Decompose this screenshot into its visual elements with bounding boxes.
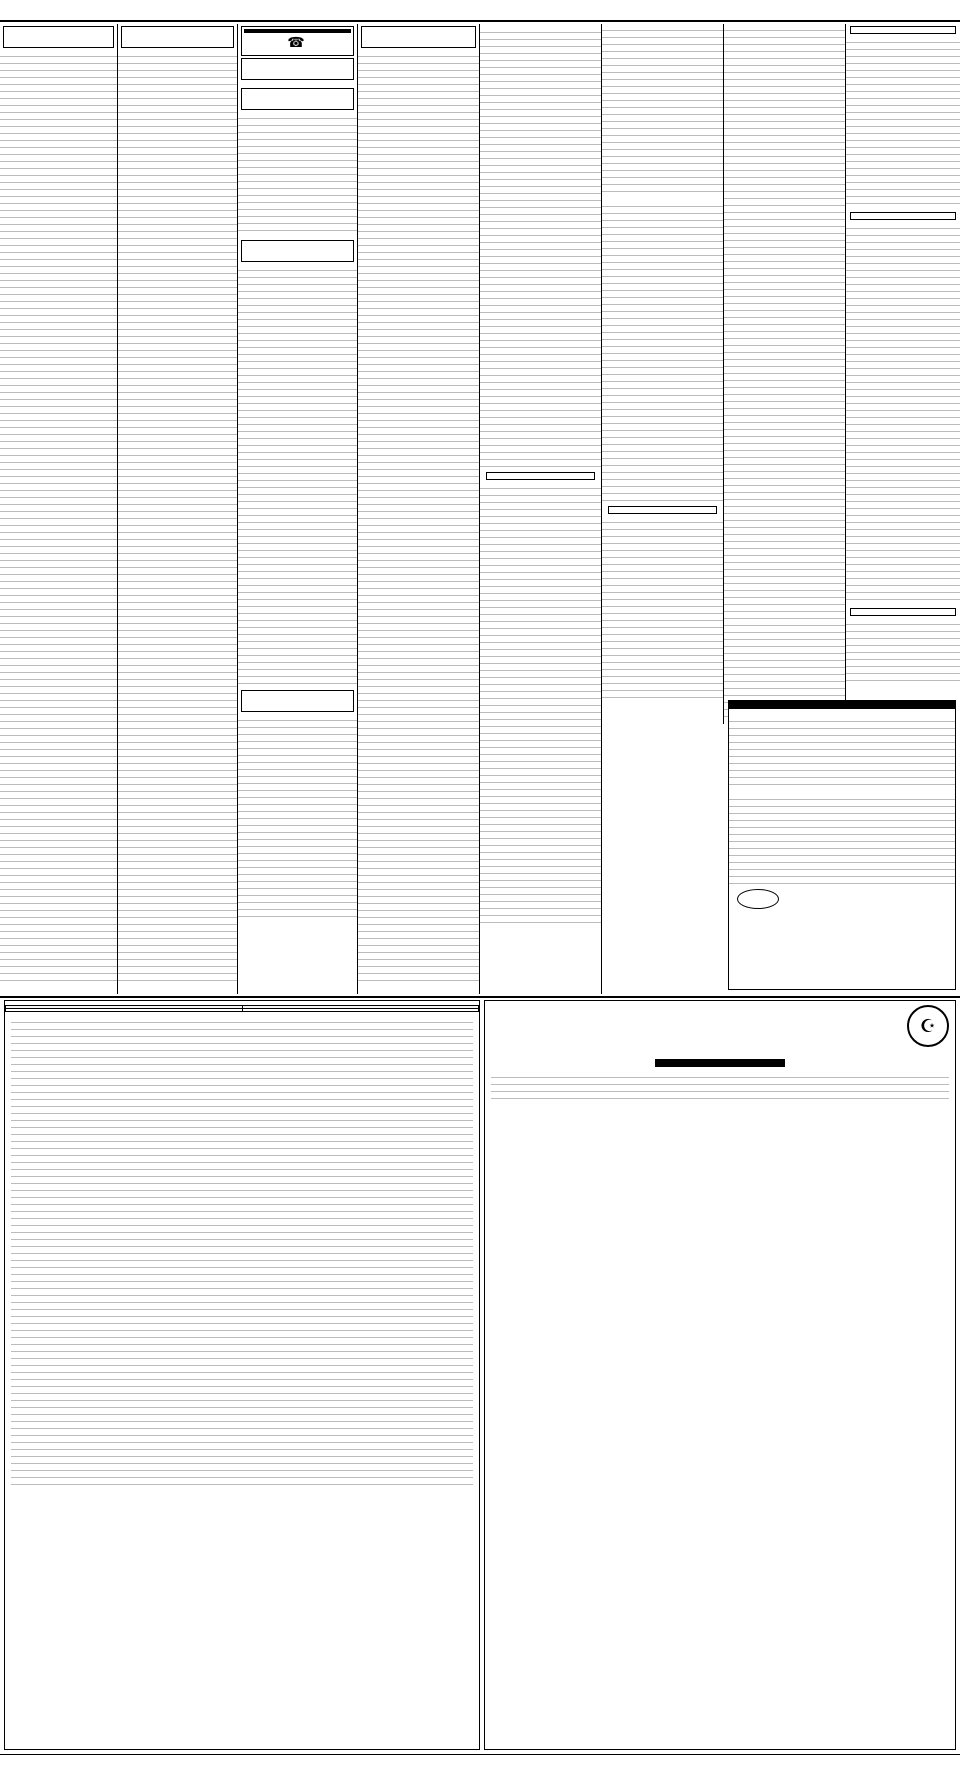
notice-text-block (0, 50, 117, 984)
news-text-block (846, 618, 960, 682)
notice-text-block (238, 264, 357, 688)
mandatory-label (5, 1012, 479, 1014)
continued-box-4 (608, 506, 717, 514)
sindh-emblem-icon: ☪ (907, 1005, 949, 1047)
notice-text-block (118, 50, 237, 984)
phone-icon: ☎ (287, 35, 305, 51)
footer-bar (0, 1754, 960, 1776)
masthead-bar (0, 0, 960, 22)
court-seal (737, 889, 779, 909)
court-title (729, 701, 955, 709)
news-text-block (602, 516, 723, 700)
continued-box-2 (850, 212, 956, 220)
phone-number (238, 84, 357, 86)
notice-text-block (358, 50, 479, 984)
tender-intro-text (491, 1071, 949, 1099)
column-2 (118, 24, 238, 994)
news-text-block (602, 200, 723, 504)
column-7 (724, 24, 846, 724)
news-text-block (480, 482, 601, 926)
court-notice-box (728, 700, 956, 990)
news-text-block (480, 26, 601, 470)
column-header (241, 240, 354, 262)
column-header (241, 88, 354, 110)
classified-ads-box (241, 26, 354, 56)
news-text-block (724, 24, 845, 718)
column-3 (238, 24, 358, 994)
tender-terms-text (11, 1016, 473, 1490)
news-text-block (846, 222, 960, 606)
column-header (241, 58, 354, 80)
news-text-block (846, 36, 960, 210)
court-text-block (729, 715, 955, 789)
column-header (241, 690, 354, 712)
continued-box-1 (850, 26, 956, 34)
tender-continuation (4, 1000, 480, 1750)
column-header (361, 26, 476, 48)
column-6 (602, 24, 724, 724)
continued-box-3 (850, 608, 956, 616)
column-header (121, 26, 234, 48)
section-divider (0, 996, 960, 998)
column-1 (0, 24, 118, 994)
tender-notice (484, 1000, 956, 1750)
cnic-number (238, 236, 357, 238)
notice-text-block (238, 112, 357, 236)
column-4 (358, 24, 480, 994)
column-8 (846, 24, 960, 724)
schedule-table (5, 1005, 479, 1012)
continued-box-5 (486, 472, 595, 480)
tender-notice-title (655, 1059, 785, 1067)
news-text-block (602, 24, 723, 198)
court-text-block (729, 793, 955, 887)
column-header (3, 26, 114, 48)
column-5 (480, 24, 602, 994)
notice-text-block (238, 714, 357, 918)
